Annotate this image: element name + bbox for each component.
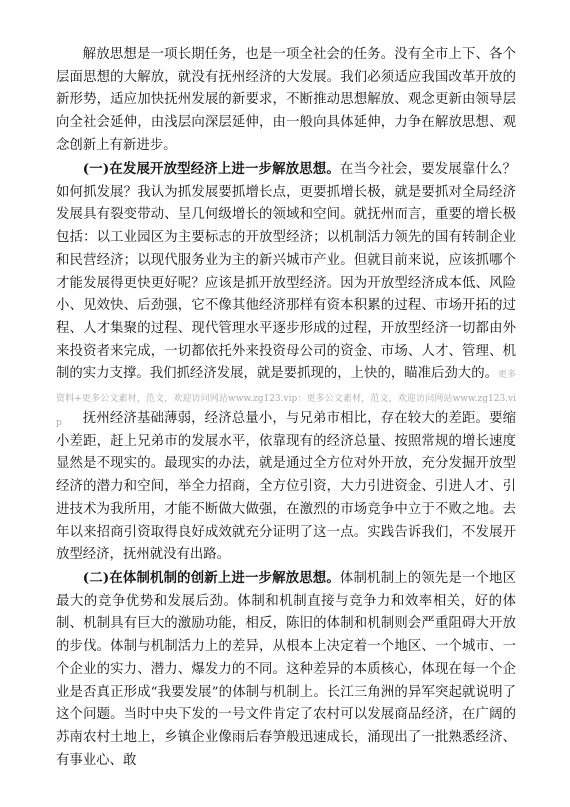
- paragraph-1-text: 解放思想是一项长期任务，也是一项全社会的任务。没有全市上下、各个层面思想的大解放，就没有抚州经济的大发展。我们必须适应我国改革开放的新形势，适应加快抚州发展的新要求，不断推动思想解放、观念更新由领导层向全社会延伸，由浅层向深层延伸，由一般向具体延伸，力争在解放思想、观念创新上有新进步。: [56, 47, 516, 153]
- section-heading-institutional-innovation: (二)在体制机制的创新上进一步解放思想。: [82, 570, 340, 586]
- paragraph-4: [56, 567, 516, 772]
- paragraph-4-text: 体制机制上的领先是一个地区最大的竞争优势和发展后劲。体制和机制直接与竞争力和效率相关，好的体制、机制具有巨大的激励功能，相反，陈旧的体制和机制则会严重阻碍大开放的步伐。体制与机制活力上的差异，从根本上决定着一个地区、一个城市、一个企业的实力、潜力、爆发力的不同。这种差异的本质核心，体现在每一个企业是否真正形成“我要发展”的体制与机制上。长江三角洲的异军突起就说明了这个问题。当时中央下发的一号文件肯定了农村可以发展商品经济，在广阔的苏南农村土地上，乡镇企业像雨后春笋般迅速成长，涌现出了一批熟悉经济、有事业心、敢: [56, 571, 517, 768]
- watermark-text: 更多资料+更多公文素材，范文，欢迎访问网站www.zg123.vip：更多公文素材，范文，欢迎访问网站www.zg123.vip: [56, 370, 516, 428]
- paragraph-1: [56, 44, 516, 158]
- paragraph-3: [56, 408, 516, 567]
- section-heading-open-economy: (一)在发展开放型经济上进一步解放思想。: [82, 161, 340, 177]
- paragraph-2: [56, 158, 516, 434]
- paragraph-2-text: 在当今社会，要发展靠什么？如何抓发展？我认为抓发展要抓增长点，更要抓增长极，就是要抓对全局经济发展具有裂变带动、呈几何级增长的领域和空间。就抚州而言，重要的增长极包括：以工业园区为主要标志的开放型经济；以机制活力领先的国有转制企业和民营经济；以现代服务业为主的新兴城市产业。但就目前来说，应该抓哪个才能发展得更快更好呢？应该是抓开放型经济。因为开放型经济成本低、风险小、见效快、后劲强，它不像其他经济那样有资本积累的过程、市场开拓的过程、人才集聚的过程、现代管理水平逐步形成的过程，开放型经济一切都由外来投资者来完成，一切都依托外来投资母公司的资金、市场、人才、管理、机制的实力支撑。我们抓经济发展，就是要抓现的，上快的，瞄准后劲大的。: [56, 162, 517, 382]
- paragraph-3-text: 抚州经济基础薄弱，经济总量小，与兄弟市相比，存在较大的差距。要缩小差距，赶上兄弟市的发展水平，依靠现有的经济总量、按照常规的增长速度显然是不现实的。最现实的办法，就是通过全方位对外开放，充分发掘开放型经济的潜力和空间，举全力招商，全方位引资，大力引进资金、引进人才、引进技术为我所用，才能不断做大做强，在激烈的市场竞争中立于不败之地。去年以来招商引资取得良好成效就充分证明了这一点。实践告诉我们，不发展开放型经济，抚州就没有出路。: [56, 411, 516, 563]
